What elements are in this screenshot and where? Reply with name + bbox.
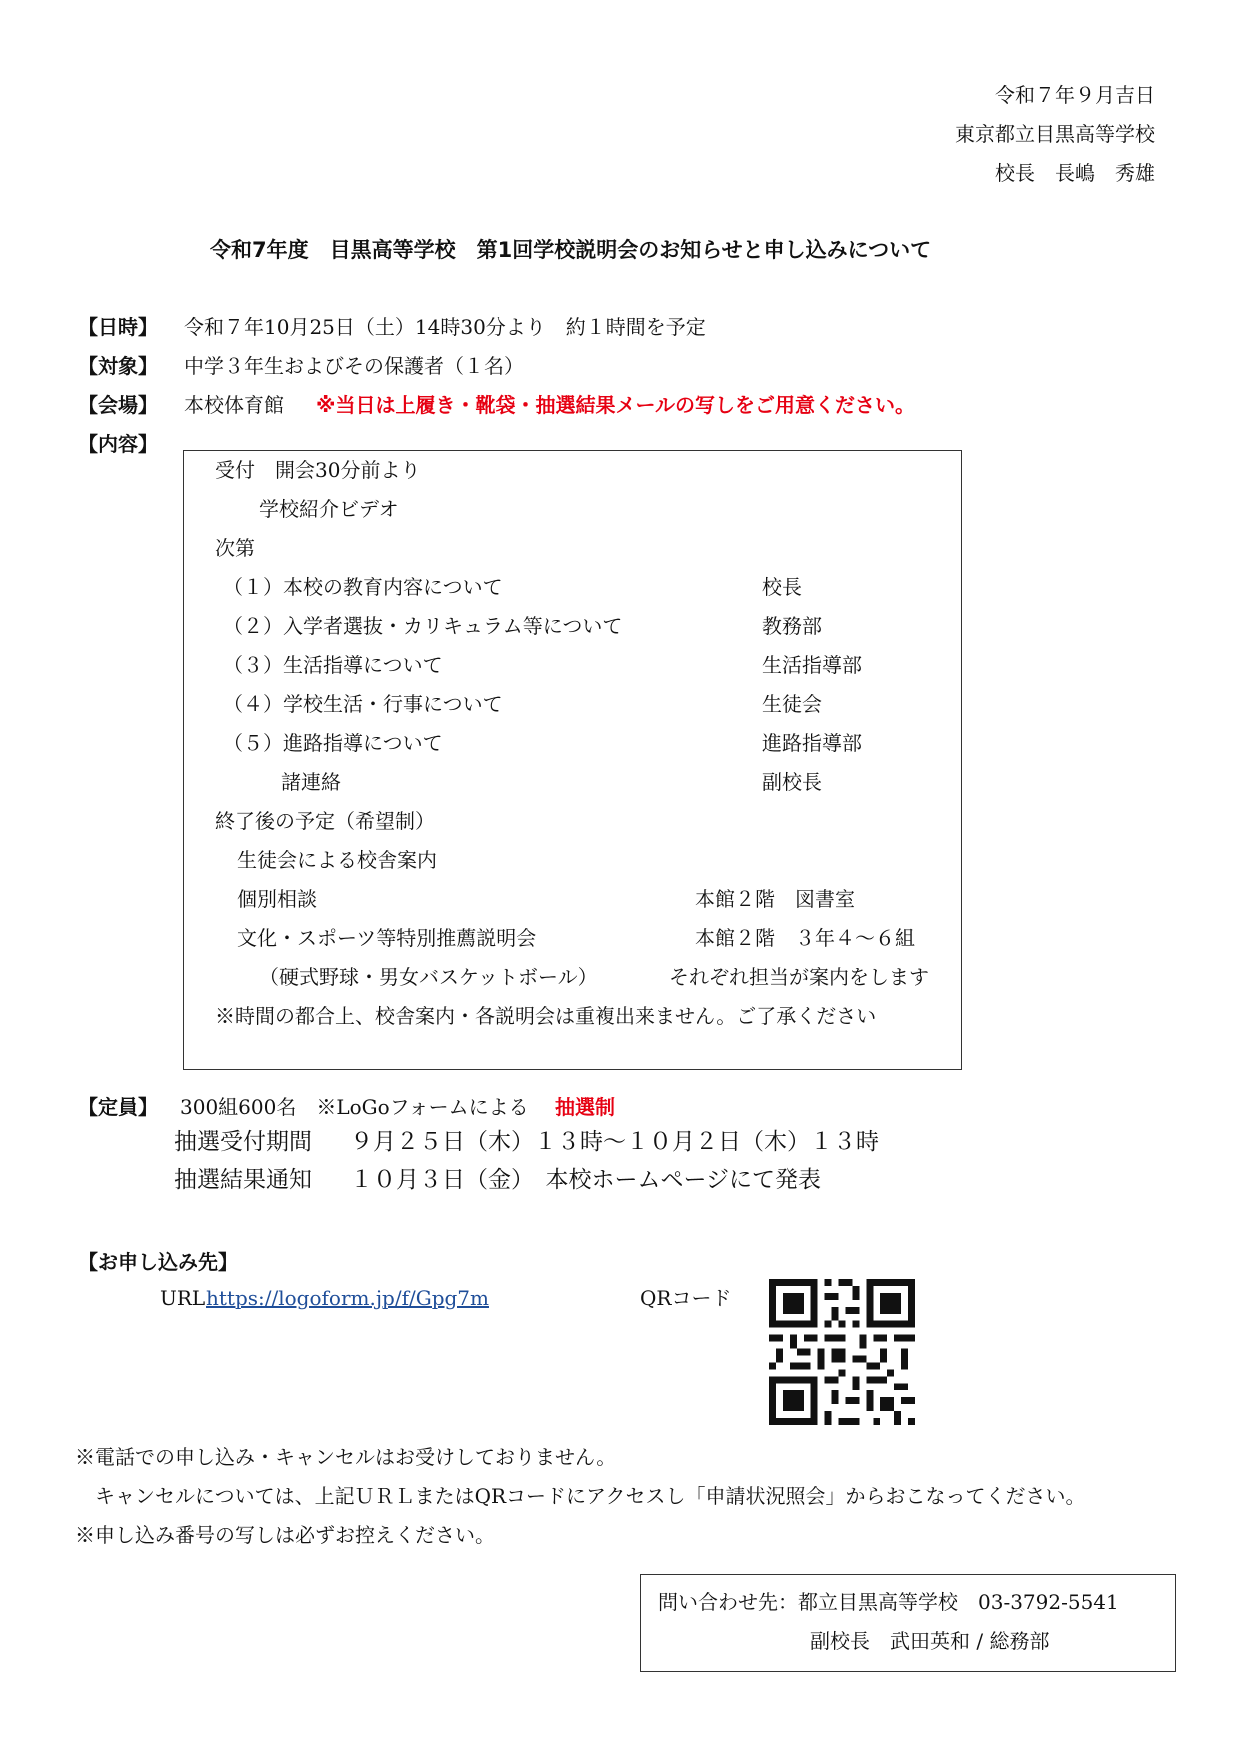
contact-line2: 副校長 武田英和 / 総務部 <box>810 1629 1050 1653</box>
agenda-item: 諸連絡 <box>281 770 341 794</box>
overlap-note: ※時間の都合上、校舎案内・各説明会は重複出来ません。ご了承ください <box>215 1004 877 1028</box>
venue-label: 【会場】 <box>78 393 158 417</box>
individual-consult: 個別相談 <box>237 887 317 911</box>
sports-place: 本館２階 ３年４～６組 <box>695 926 915 950</box>
agenda-speaker: 校長 <box>762 575 802 599</box>
agenda-speaker: 生活指導部 <box>762 653 862 677</box>
period-value: ９月２５日（木）１３時～１０月２日（木）１３時 <box>350 1129 879 1155</box>
agenda-speaker: 進路指導部 <box>762 731 862 755</box>
agenda-speaker: 教務部 <box>762 614 822 638</box>
note-number: ※申し込み番号の写しは必ずお控えください。 <box>75 1523 495 1547</box>
intro-video: 学校紹介ビデオ <box>259 497 399 521</box>
qr-code-icon[interactable] <box>769 1279 915 1425</box>
result-label: 抽選結果通知 <box>174 1167 312 1193</box>
sports-session: 文化・スポーツ等特別推薦説明会 <box>237 926 537 950</box>
reception: 受付 開会30分前より <box>215 458 421 482</box>
datetime-value: 令和７年10月25日（土）14時30分より 約１時間を予定 <box>184 315 706 339</box>
after-heading: 終了後の予定（希望制） <box>215 809 435 833</box>
period-label: 抽選受付期間 <box>174 1129 312 1155</box>
agenda-item: （３）生活指導について <box>223 653 443 677</box>
agenda-speaker: 生徒会 <box>762 692 822 716</box>
contact-line1: 問い合わせ先：都立目黒高等学校 03-3792-5541 <box>658 1590 1119 1614</box>
apply-label: 【お申し込み先】 <box>78 1250 238 1274</box>
sports-note: それぞれ担当が案内をします <box>669 965 929 989</box>
result-value: １０月３日（金） 本校ホームページにて発表 <box>350 1167 822 1193</box>
agenda-speaker: 副校長 <box>762 770 822 794</box>
url-label: URL <box>160 1286 206 1310</box>
apply-url-link[interactable]: https://logoform.jp/f/Gpg7m <box>206 1286 489 1310</box>
capacity-label: 【定員】 <box>78 1095 158 1119</box>
content-label: 【内容】 <box>78 432 158 456</box>
page-title: 令和7年度 目黒高等学校 第1回学校説明会のお知らせと申し込みについて <box>210 238 932 262</box>
target-label: 【対象】 <box>78 354 158 378</box>
principal: 校長 長嶋 秀雄 <box>995 161 1155 185</box>
contact-box <box>640 1574 1176 1672</box>
agenda-item: （２）入学者選抜・カリキュラム等について <box>223 614 623 638</box>
consult-place: 本館２階 図書室 <box>695 887 855 911</box>
date: 令和７年９月吉日 <box>995 83 1155 107</box>
capacity-value: 300組600名 ※LoGoフォームによる <box>180 1095 529 1119</box>
agenda-item: （４）学校生活・行事について <box>223 692 503 716</box>
agenda-heading: 次第 <box>215 536 255 560</box>
target-value: 中学３年生およびその保護者（１名） <box>184 354 524 378</box>
school-name: 東京都立目黒高等学校 <box>955 122 1155 146</box>
note-phone: ※電話での申し込み・キャンセルはお受けしておりません。 <box>75 1445 617 1469</box>
agenda-item: （５）進路指導について <box>223 731 443 755</box>
note-cancel: キャンセルについては、上記ＵＲＬまたはQRコードにアクセスし「申請状況照会」からおこなってください。 <box>75 1484 1086 1508</box>
lottery-label: 抽選制 <box>555 1095 615 1119</box>
qr-label: QRコード <box>640 1286 732 1310</box>
agenda-item: （１）本校の教育内容について <box>223 575 503 599</box>
datetime-label: 【日時】 <box>78 315 158 339</box>
campus-tour: 生徒会による校舎案内 <box>237 848 437 872</box>
sports-detail: （硬式野球・男女バスケットボール） <box>259 965 598 989</box>
venue-note: ※当日は上履き・靴袋・抽選結果メールの写しをご用意ください。 <box>316 393 916 417</box>
venue-value: 本校体育館 <box>184 393 284 417</box>
